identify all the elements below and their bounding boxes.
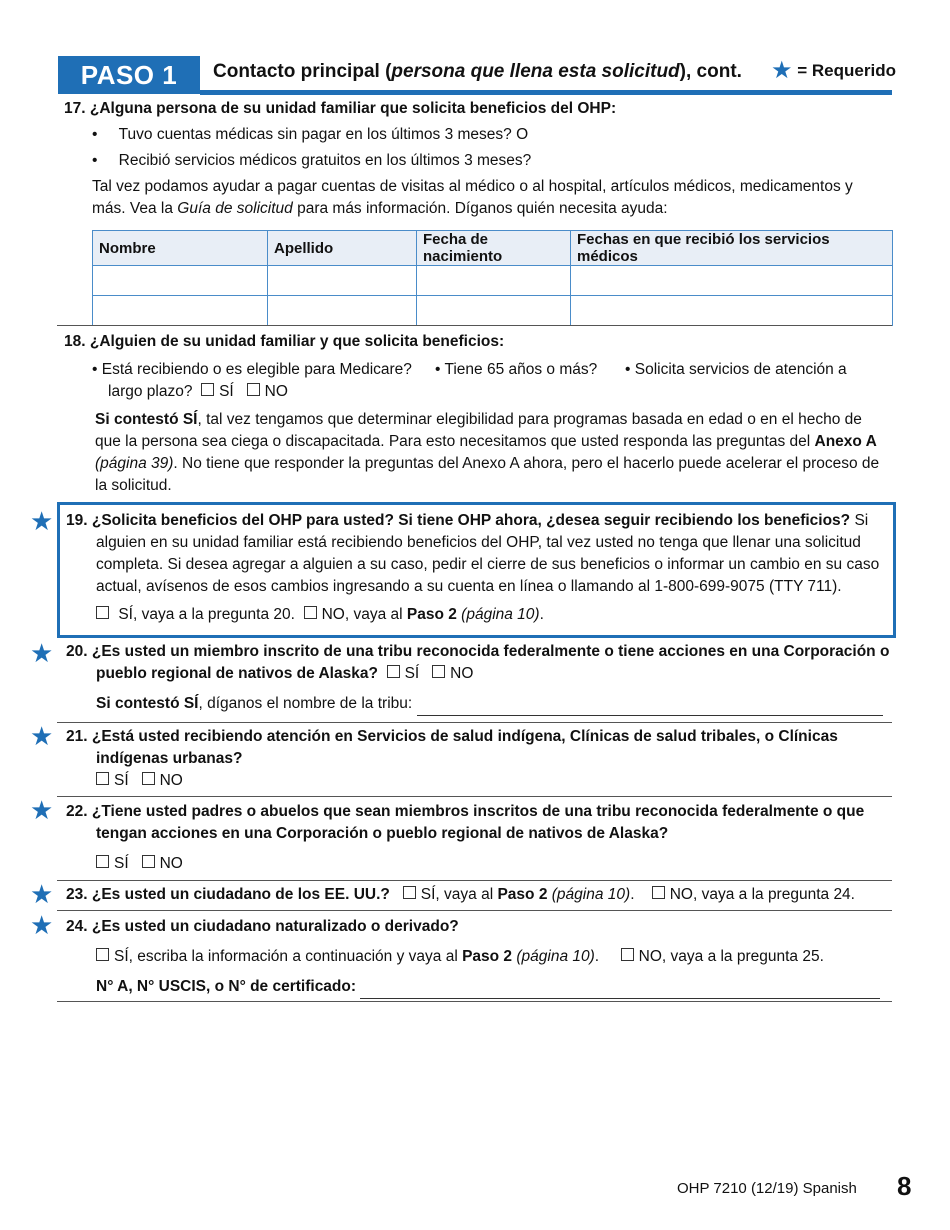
q22-no-checkbox[interactable] — [142, 855, 155, 868]
q21-no-checkbox[interactable] — [142, 772, 155, 785]
q23-yes-checkbox[interactable] — [403, 886, 416, 899]
table-cell-input[interactable] — [268, 296, 417, 326]
page-title: Contacto principal (persona que llena esta solicitud), cont. — [213, 61, 742, 82]
q18-yes-checkbox[interactable] — [201, 383, 214, 396]
q18-options: largo plazo? SÍ NO — [108, 383, 288, 400]
table-cell-input[interactable] — [417, 296, 571, 326]
col-fecha-nacimiento: Fecha de nacimiento — [417, 231, 571, 266]
q20-no-checkbox[interactable] — [432, 665, 445, 678]
q18-paragraph-line3: (página 39). No tiene que responder la preguntas del Anexo A ahora, pero el hacerlo puede acelerar el proceso de — [95, 455, 880, 472]
table-cell-input[interactable] — [571, 266, 893, 296]
page-number: 8 — [897, 1171, 912, 1201]
q22-line2: tengan acciones en una Corporación o pueblo regional de nativos de Alaska? — [96, 825, 669, 842]
q18-paragraph-line4: la solicitud. — [95, 477, 172, 494]
q18-paragraph-line2: que la persona sea ciega o discapacitada. Para esto necesitamos que usted responda las preguntas del Anexo A — [95, 433, 877, 450]
q17-body-line2: más. Vea la Guía de solicitud para más información. Díganos quién necesita ayuda: — [92, 200, 668, 217]
q18-bullet-1: • Está recibiendo o es elegible para Medicare? — [92, 361, 412, 378]
star-icon: ★ — [771, 57, 793, 84]
required-star-icon: ★ — [30, 910, 54, 940]
table-cell-input[interactable] — [268, 266, 417, 296]
q18-question: 18. ¿Alguien de su unidad familiar y que solicita beneficios: — [64, 333, 505, 350]
col-fechas-servicios: Fechas en que recibió los servicios médicos — [571, 231, 893, 266]
q19-line1: 19. ¿Solicita beneficios del OHP para usted? Si tiene OHP ahora, ¿desea seguir recibiendo los beneficios? Si — [66, 512, 869, 529]
table-cell-input[interactable] — [571, 296, 893, 326]
divider — [57, 910, 892, 911]
q22-line1: 22. ¿Tiene usted padres o abuelos que sean miembros inscritos de una tribu reconocida federalmente o que — [66, 803, 865, 820]
q19-no-checkbox[interactable] — [304, 606, 317, 619]
required-star-icon: ★ — [30, 879, 54, 909]
col-nombre: Nombre — [93, 231, 268, 266]
q24-yes-checkbox[interactable] — [96, 948, 109, 961]
q24-cert-field: N° A, N° USCIS, o N° de certificado: — [96, 976, 880, 999]
q24-options: SÍ, escriba la información a continuación y vaya al Paso 2 (página 10). NO, vaya a la pregunta 25. — [96, 946, 824, 968]
required-star-icon: ★ — [30, 506, 54, 536]
table-cell-input[interactable] — [93, 296, 268, 326]
table-row — [93, 266, 893, 296]
q21-options: SÍ NO — [96, 770, 183, 792]
q17-question: 17. ¿Alguna persona de su unidad familiar que solicita beneficios del OHP: — [64, 100, 617, 117]
q18-bullet-2: • Tiene 65 años o más? — [435, 361, 598, 378]
q20-tribe-field: Si contestó SÍ, díganos el nombre de la tribu: — [96, 693, 883, 716]
required-star-icon: ★ — [30, 721, 54, 751]
q21-line2: indígenas urbanas? — [96, 750, 243, 767]
medical-help-table — [92, 230, 893, 326]
q24-question: 24. ¿Es usted un ciudadano naturalizado o derivado? — [66, 918, 459, 935]
q23-no-checkbox[interactable] — [652, 886, 665, 899]
q17-body-line1: Tal vez podamos ayudar a pagar cuentas de visitas al médico o al hospital, artículos médicos, medicamentos y — [92, 178, 853, 195]
step-label: PASO 1 — [58, 56, 200, 94]
q20-yes-checkbox[interactable] — [387, 665, 400, 678]
q21-line1: 21. ¿Está usted recibiendo atención en Servicios de salud indígena, Clínicas de salud tribales, o Clínicas — [66, 728, 838, 745]
divider — [57, 325, 892, 326]
q19-line3: completa. Si desea agregar a alguien a su caso, pedir el cierre de sus beneficios o informar un cambio en su caso — [96, 556, 880, 573]
q17-bullet-1: • Tuvo cuentas médicas sin pagar en los últimos 3 meses? O — [92, 126, 529, 143]
q22-yes-checkbox[interactable] — [96, 855, 109, 868]
q18-bullet-3: • Solicita servicios de atención a — [625, 361, 847, 378]
divider — [57, 796, 892, 797]
q19-yes-checkbox[interactable] — [96, 606, 109, 619]
q19-line4: actual, avísenos de esos cambios ingresando a su cuenta en línea o llamando al 1-800-699-9075 (TTY 711). — [96, 578, 842, 595]
q21-yes-checkbox[interactable] — [96, 772, 109, 785]
divider — [57, 1001, 892, 1002]
divider — [57, 880, 892, 881]
q23-line: 23. ¿Es usted un ciudadano de los EE. UU.? SÍ, vaya al Paso 2 (página 10). NO, vaya a la pregunta 24. — [66, 886, 855, 903]
form-id: OHP 7210 (12/19) Spanish — [677, 1180, 857, 1197]
required-legend: ★ = Requerido — [771, 57, 896, 84]
q22-options: SÍ NO — [96, 853, 183, 875]
divider — [57, 722, 892, 723]
q18-paragraph-line1: Si contestó SÍ, tal vez tengamos que determinar elegibilidad para programas basada en edad o en el hecho de — [95, 411, 862, 428]
required-star-icon: ★ — [30, 795, 54, 825]
col-apellido: Apellido — [268, 231, 417, 266]
table-cell-input[interactable] — [417, 266, 571, 296]
q19-options: SÍ, vaya a la pregunta 20. NO, vaya al Paso 2 (página 10). — [96, 604, 544, 626]
q19-line2: alguien en su unidad familiar está recibiendo beneficios del OHP, tal vez usted no tenga que llenar una solicitud — [96, 534, 861, 551]
q20-line2: pueblo regional de nativos de Alaska? SÍ NO — [96, 665, 474, 682]
table-row — [93, 296, 893, 326]
q24-no-checkbox[interactable] — [621, 948, 634, 961]
required-star-icon: ★ — [30, 638, 54, 668]
table-cell-input[interactable] — [93, 266, 268, 296]
q17-bullet-2: • Recibió servicios médicos gratuitos en los últimos 3 meses? — [92, 152, 532, 169]
q18-no-checkbox[interactable] — [247, 383, 260, 396]
header-rule — [200, 90, 892, 95]
tribe-name-input[interactable] — [417, 693, 883, 716]
q20-line1: 20. ¿Es usted un miembro inscrito de una tribu reconocida federalmente o tiene acciones en una Corporación o — [66, 643, 890, 660]
certificate-number-input[interactable] — [360, 976, 880, 999]
